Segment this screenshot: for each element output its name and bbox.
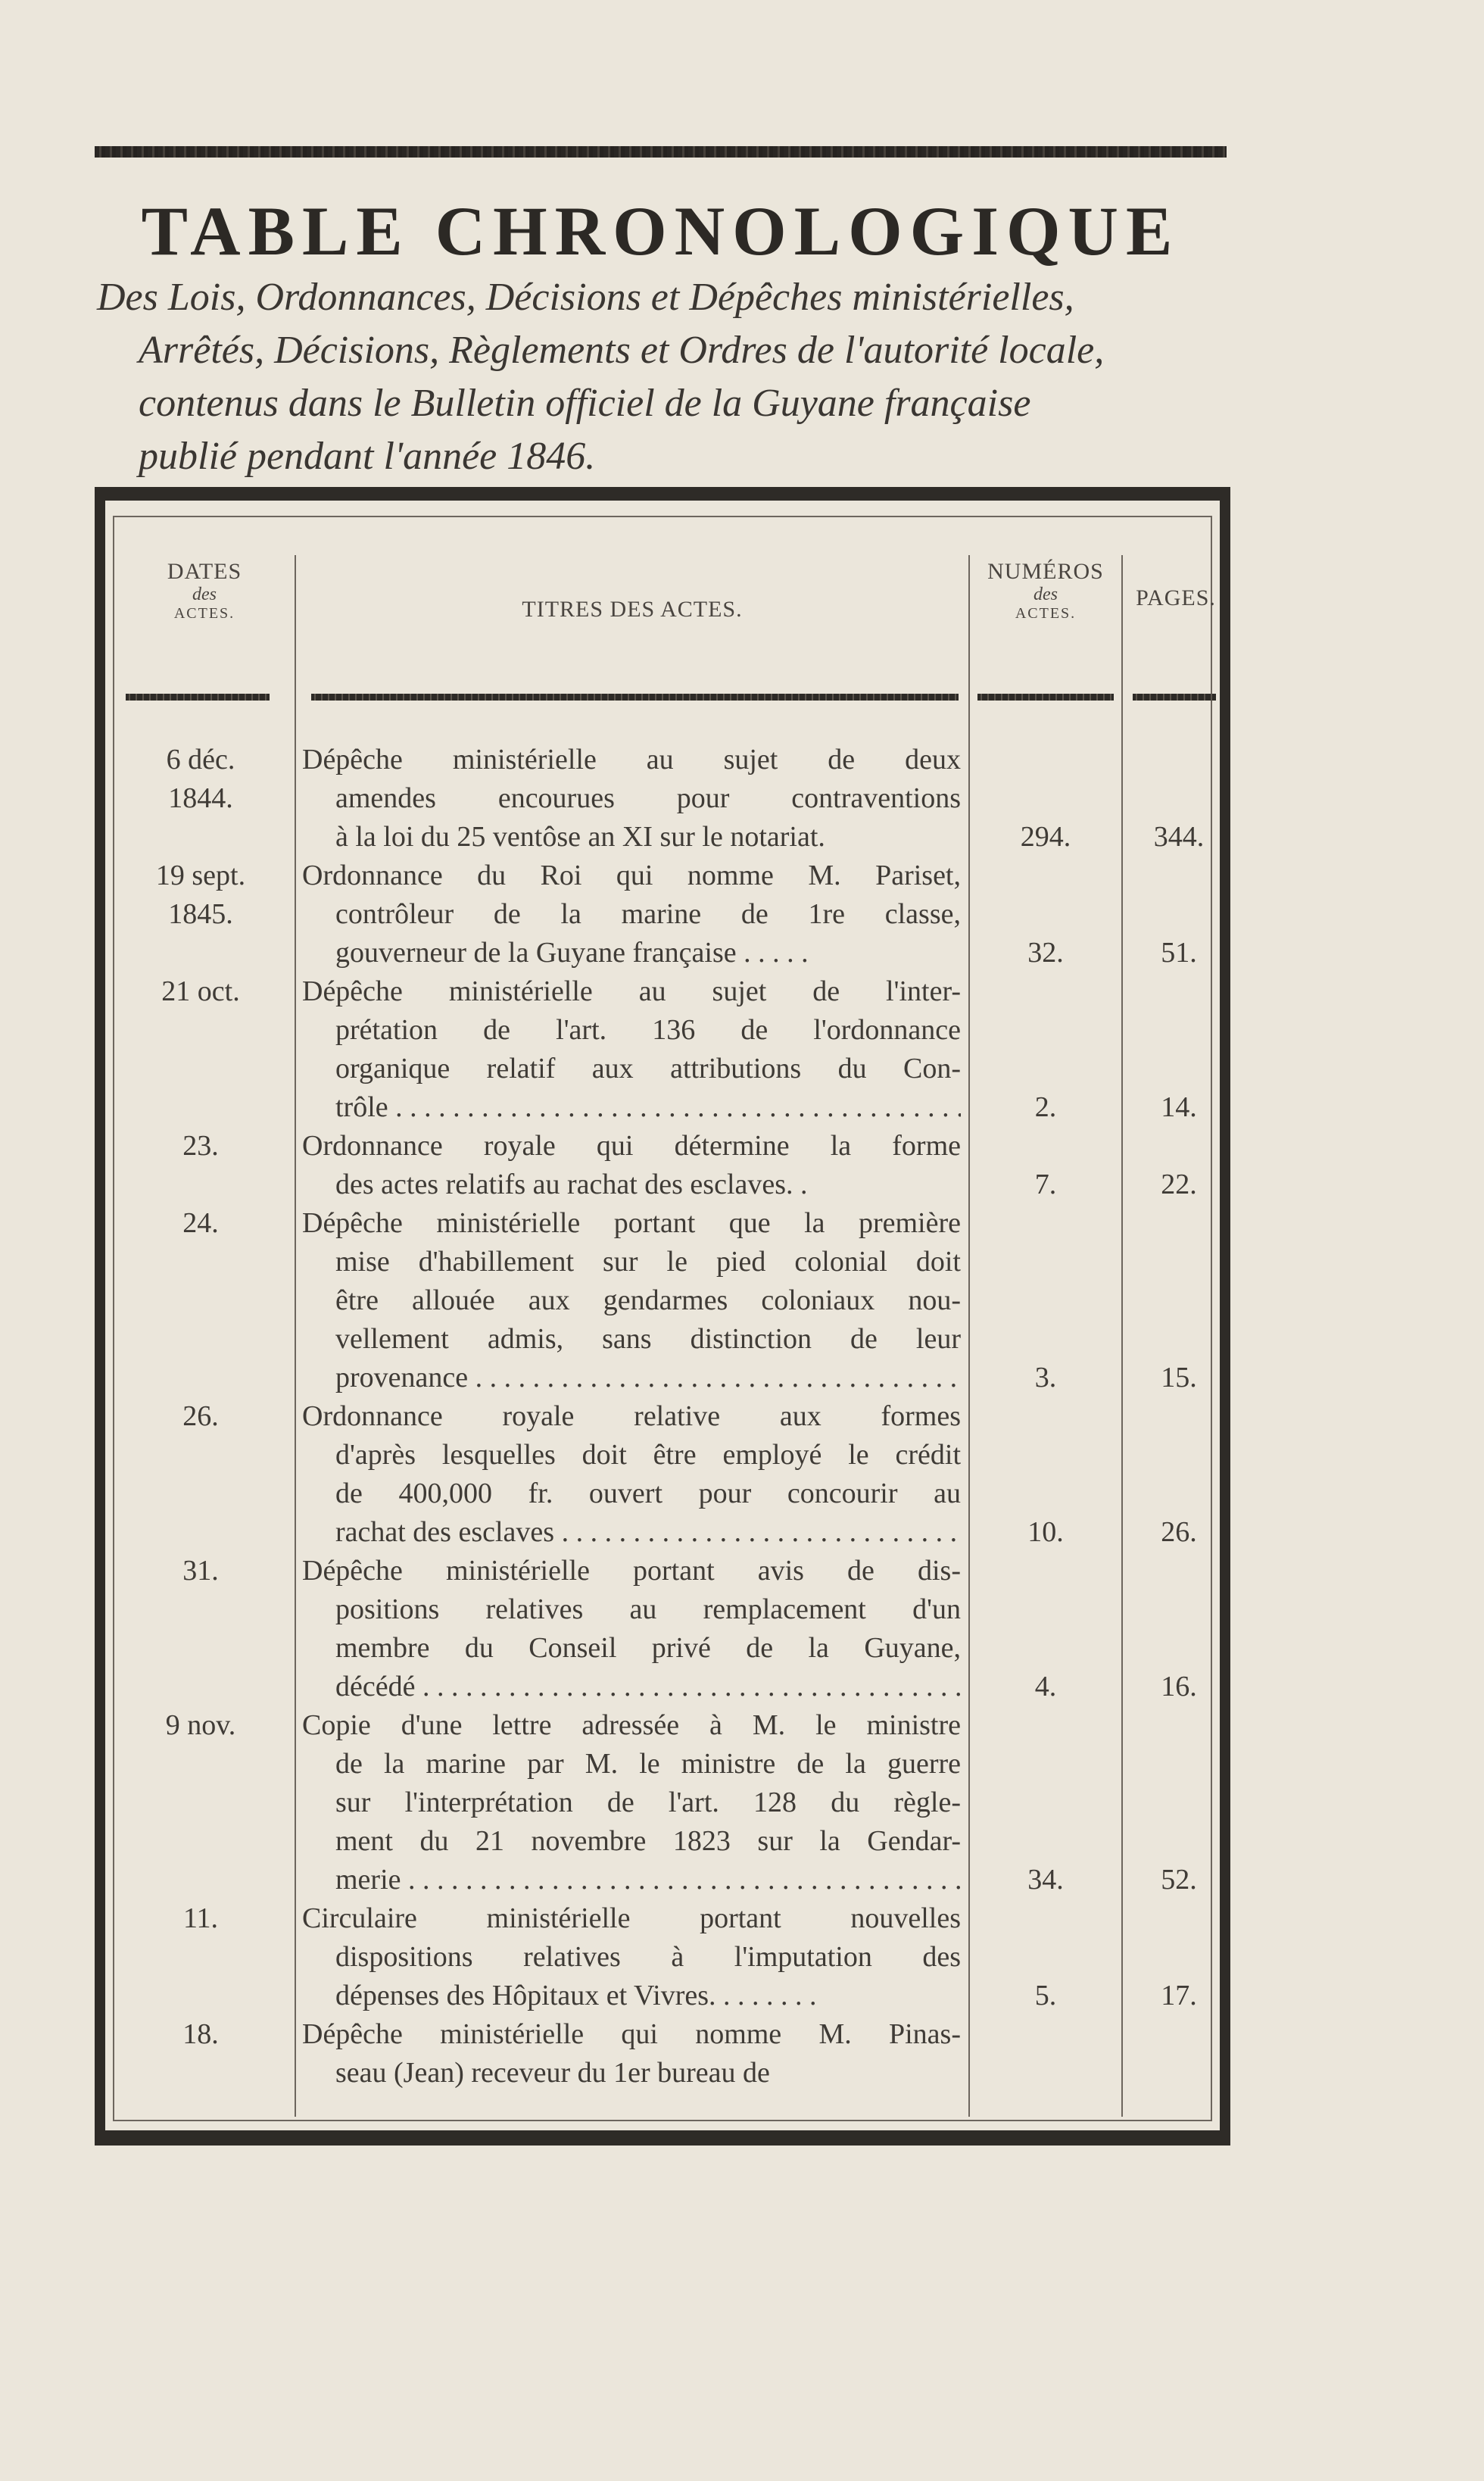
entry-title-line: Dépêche ministérielle portant avis de dis- [302,1555,961,1587]
entry-date-part: 18. [182,2018,219,2050]
entry-title-line: Ordonnance royale relative aux formes [302,1400,961,1432]
entry-title-line [302,1088,961,1127]
top-rule [95,146,1227,158]
entry-title-line: Copie d'une lettre adressée à M. le ministre [302,1709,961,1741]
entry-numero: 5. [1034,1980,1057,2011]
entry-title-line: être allouée aux gendarmes coloniaux nou- [335,1284,961,1316]
entry-title-line: sur l'interprétation de l'art. 128 du règle- [335,1787,961,1818]
entry-date [114,972,287,1011]
entry-title-line: prétation de l'art. 136 de l'ordonnance [335,1014,961,1046]
subtitle-line: Des Lois, Ordonnances, Décisions et Dépêches ministérielles, [97,276,1074,319]
entry-title-line [302,1359,961,1397]
header-pages-label: PAGES. [1136,585,1216,610]
entry-title [302,1397,961,1552]
header-titres-label: TITRES DES ACTES. [522,597,743,622]
entry-title [302,1127,961,1204]
header-numeros-des: des [1034,585,1058,604]
table-row [114,1127,1211,1204]
table-row [114,972,1211,1127]
entry-numero: 2. [1034,1091,1057,1123]
entry-numero: 34. [1027,1864,1064,1896]
entry-title-line: organique relatif aux attributions du Con- [335,1053,961,1084]
entry-date [114,1552,287,1590]
entry-title [302,857,961,972]
entry-title-line-text: trôle . . . [335,1091,961,1123]
entry-date [114,2015,287,2054]
entry-title [302,972,961,1127]
header-numeros [970,559,1121,623]
entry-title-line: Dépêche ministérielle au sujet de deux [302,744,961,776]
header-pages [1123,585,1229,611]
header-numeros-actes: ACTES. [1015,605,1077,622]
entry-title [302,2015,961,2092]
entry-page: 22. [1161,1169,1197,1200]
entry-date [114,741,287,818]
entry-title [302,1899,961,2015]
header-numeros-label: NUMÉROS [987,559,1104,584]
header-dates-des: des [192,585,217,604]
entry-numero: 294. [1020,821,1071,853]
entry-title-line: positions relatives au remplacement d'un [335,1593,961,1625]
header-rule [977,694,1114,701]
entries-list [114,741,1211,2092]
entry-page: 344. [1153,821,1205,853]
entry-numero: 7. [1034,1169,1057,1200]
entry-title-line: Circulaire ministérielle portant nouvelles [302,1902,961,1934]
entry-page: 52. [1161,1864,1197,1896]
page-title: TABLE CHRONOLOGIQUE [141,192,1180,270]
header-dates [114,559,295,623]
entry-date-part: 21 oct. [161,975,240,1007]
subtitle-line: Arrêtés, Décisions, Règlements et Ordres de l'autorité locale, [139,329,1105,372]
entry-title-line: Ordonnance du Roi qui nomme M. Pariset, [302,860,961,891]
entry-page: 14. [1161,1091,1197,1123]
header-rule [311,694,959,701]
table-row [114,2015,1211,2092]
entry-title-line-text: merie . . . [335,1864,961,1896]
table-row [114,857,1211,972]
entry-title-line: d'après lesquelles doit être employé le crédit [335,1439,961,1471]
entry-title-line [302,1861,961,1899]
table-row [114,1899,1211,2015]
entry-date [114,857,287,934]
entry-date-part: 6 déc. [166,744,235,776]
table-inner [113,516,1216,2121]
entry-title-line: seau (Jean) receveur du 1er bureau de [335,2057,770,2089]
entry-numero: 32. [1027,937,1064,969]
entry-date-part: 31. [182,1555,219,1587]
entry-title-line: contrôleur de la marine de 1re classe, [335,898,961,930]
entry-title [302,741,961,857]
entry-date [114,1899,287,1938]
entry-page: 51. [1161,937,1197,969]
entry-title-line: de 400,000 fr. ouvert pour concourir au [335,1478,961,1509]
entry-date-part: 26. [182,1400,219,1432]
entry-title [302,1706,961,1899]
entry-numero: 4. [1034,1671,1057,1702]
entry-title-line-text: provenance . . . [335,1362,961,1393]
entry-title-line: vellement admis, sans distinction de leur [335,1323,961,1355]
header-rule [126,694,270,701]
table-row [114,1397,1211,1552]
entry-title-line: Dépêche ministérielle qui nomme M. Pinas- [302,2018,961,2050]
entry-title-line-text: rachat des esclaves . . . [335,1516,961,1548]
entry-numero: 10. [1027,1516,1064,1548]
entry-date [114,1397,287,1436]
entry-date-part: 1845. [168,898,233,930]
entry-title-line-text: décédé . . . [335,1671,961,1702]
table-row [114,1204,1211,1397]
subtitle-line: publié pendant l'année 1846. [139,435,596,478]
table-row [114,1706,1211,1899]
entry-date-part: 1844. [168,782,233,814]
entry-page: 16. [1161,1671,1197,1702]
entry-title-line: amendes encourues pour contraventions [335,782,961,814]
entry-date-part: 23. [182,1130,219,1162]
entry-date-part: 9 nov. [165,1709,236,1741]
subtitle-line: contenus dans le Bulletin officiel de la Guyane française [139,382,1031,425]
entry-numero: 3. [1034,1362,1057,1393]
entry-title-line: des actes relatifs au rachat des esclaves. . [335,1169,808,1200]
entry-title-line: Ordonnance royale qui détermine la forme [302,1130,961,1162]
entry-title-line: de la marine par M. le ministre de la guerre [335,1748,961,1780]
entry-page: 17. [1161,1980,1197,2011]
entry-date [114,1706,287,1745]
entry-title [302,1552,961,1706]
entry-title-line: dispositions relatives à l'imputation des [335,1941,961,1973]
entry-title-line [302,1513,961,1552]
entry-page: 15. [1161,1362,1197,1393]
entry-date-part: 19 sept. [155,860,246,891]
entry-title [302,1204,961,1397]
table-row [114,741,1211,857]
entry-title-line: membre du Conseil privé de la Guyane, [335,1632,961,1664]
header-titres [296,597,968,623]
header-rule [1133,694,1216,701]
entry-title-line: dépenses des Hôpitaux et Vivres. . . . . . . . [335,1980,817,2011]
entry-title-line: à la loi du 25 ventôse an XI sur le notariat. [335,821,825,853]
entry-date [114,1204,287,1243]
entry-title-line: Dépêche ministérielle au sujet de l'inter- [302,975,961,1007]
entry-date-part: 24. [182,1207,219,1239]
entry-page: 26. [1161,1516,1197,1548]
header-dates-actes: ACTES. [173,605,235,622]
subtitle [97,271,1248,483]
table-row [114,1552,1211,1706]
entry-date [114,1127,287,1166]
entry-date-part: 11. [182,1902,219,1934]
entry-title-line: gouverneur de la Guyane française . . . . . [335,937,809,969]
entry-title-line: mise d'habillement sur le pied colonial doit [335,1246,961,1278]
entry-title-line: ment du 21 novembre 1823 sur la Gendar- [335,1825,961,1857]
entry-title-line: Dépêche ministérielle portant que la première [302,1207,961,1239]
table-frame [95,487,1230,2146]
header-dates-label: DATES [167,559,242,584]
entry-title-line [302,1668,961,1706]
